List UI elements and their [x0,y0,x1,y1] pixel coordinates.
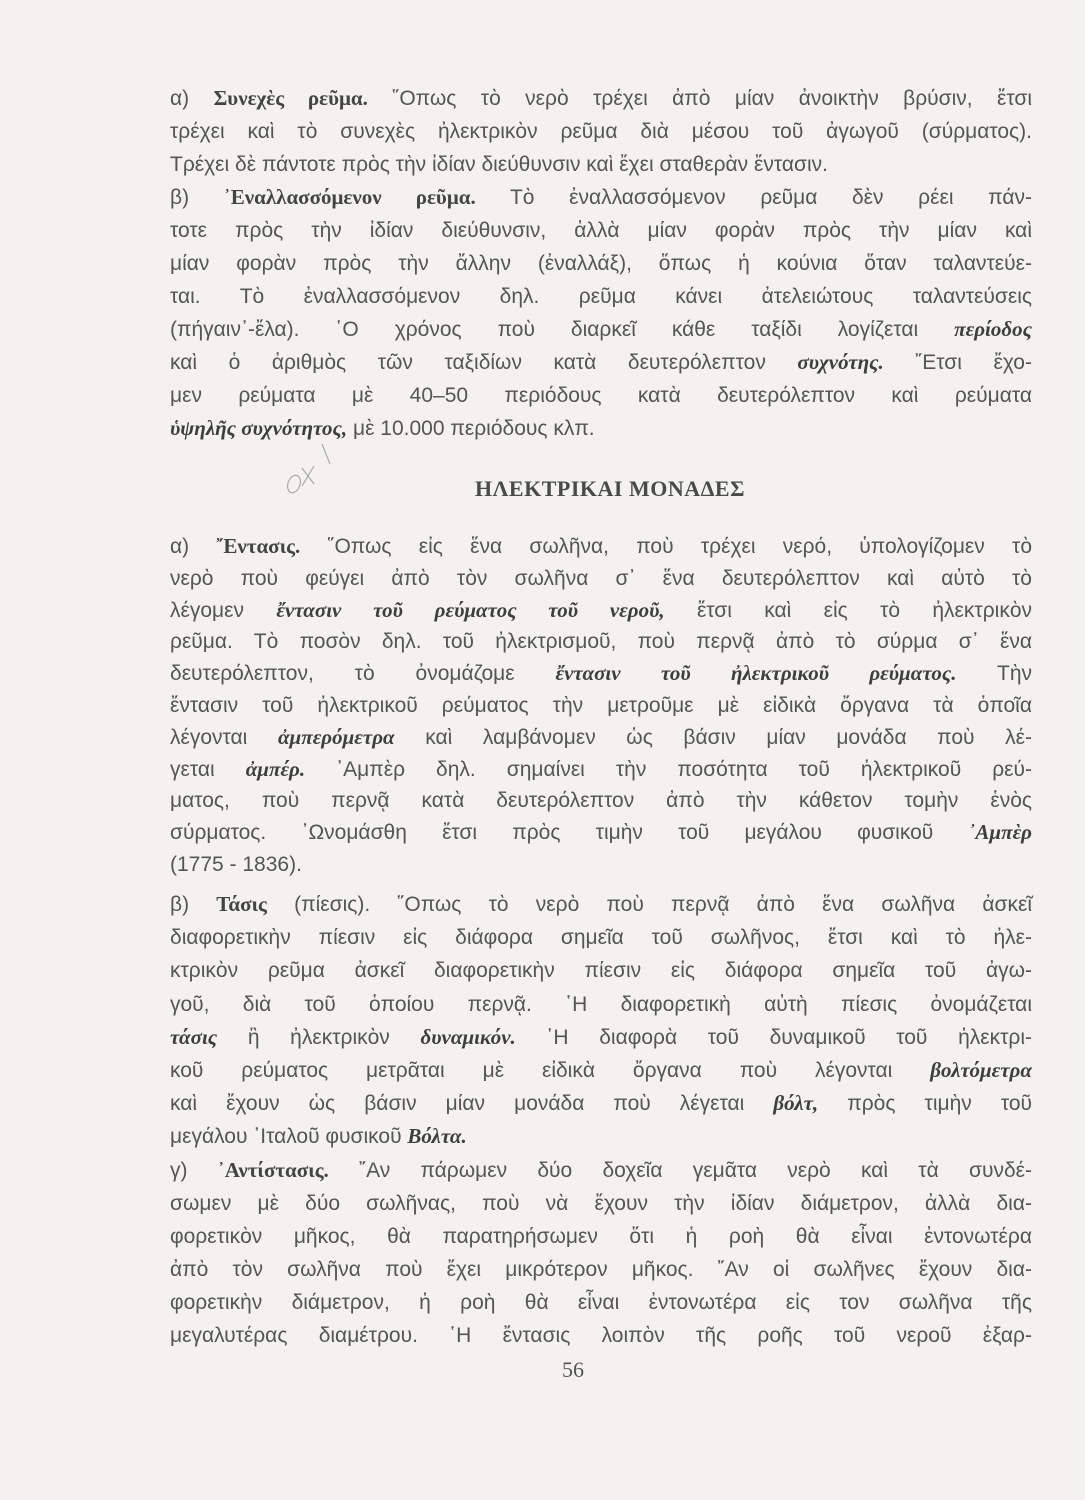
text-line [170,954,1032,987]
text-segment: (1775 - 1836). [170,852,302,876]
emphasized-term: βολτόμετρα [930,1057,1032,1082]
text-line [170,115,1032,148]
text-segment: γεται [170,757,246,781]
paragraph-current-intensity [170,531,1032,881]
emphasized-term: Βόλτα. [407,1124,467,1149]
text-line [170,531,1032,563]
text-segment: καὶ ἔχουν ὡς βάσιν μίαν μονάδα ποὺ λέγεται [170,1092,774,1116]
text-segment: Τὴν [956,662,1032,686]
text-line [170,346,1032,379]
text-segment: διαφορετικὴν πίεσιν εἰς διάφορα σημεῖα τοῦ σωλῆνος, ἔτσι καὶ τὸ ἠλε- [170,926,1032,950]
text-segment: γοῦ, διὰ τοῦ ὁποίου περνᾷ. ῾Η διαφορετικὴ αὐτὴ πίεσις ὀνομάζεται [170,992,1032,1016]
text-line [170,1021,1032,1054]
text-segment: ῎Ετσι ἔχο- [883,351,1032,374]
text-line [170,181,1032,214]
emphasized-term: ἀμπερόμετρα [277,724,395,749]
text-segment: μίαν φορὰν πρὸς τὴν ἄλλην (ἐναλλάξ), ὅπως ἡ κούνια ὅταν ταλαντεύε- [170,252,1032,275]
emphasized-term: ῎Εντασις. [216,534,301,558]
text-line [170,658,1032,690]
emphasized-term: ἔντασιν τοῦ ἠλεκτρικοῦ ρεύματος. [555,661,957,686]
text-line [170,1187,1032,1220]
emphasized-term: ὑψηλῆς συχνότητος, [170,416,348,440]
text-line [170,1286,1032,1319]
emphasized-term: περίοδος [954,317,1032,341]
text-segment: β) [170,893,217,916]
text-segment: κοῦ ρεύματος μετρᾶται μὲ εἰδικὰ ὄργανα ποὺ λέγονται [170,1058,931,1082]
text-line [170,1054,1032,1087]
text-segment: μεν ρεύματα μὲ 40–50 περιόδους κατὰ δευτερόλεπτον καὶ ρεύματα [170,384,1032,407]
text-line [170,626,1032,658]
text-segment: σωμεν μὲ δύο σωλῆνας, ποὺ νὰ ἔχουν τὴν ἰδίαν διάμετρον, ἀλλὰ δια- [170,1191,1032,1215]
text-segment: ᾿Αμπὲρ δηλ. σημαίνει τὴν ποσότητα τοῦ ἠλεκτρικοῦ ρεύ- [305,757,1032,781]
text-segment: ρεῦμα. Τὸ ποσὸν δηλ. τοῦ ἠλεκτρισμοῦ, ποὺ περνᾷ ἀπὸ τὸ σύρμα σ᾿ ἕνα [170,630,1032,654]
text-segment: ῎Αν πάρωμεν δύο δοχεῖα γεμᾶτα νερὸ καὶ τὰ συνδέ- [328,1158,1032,1182]
text-segment: Τρέχει δὲ πάντοτε πρὸς τὴν ἰδίαν διεύθυνσιν καὶ ἔχει σταθερὰν ἔντασιν. [170,153,828,176]
text-segment: β) [170,186,224,209]
text-line [170,690,1032,722]
text-line [170,754,1032,786]
text-segment: ῞Οπως εἰς ἕνα σωλῆνα, ποὺ τρέχει νερό, ὑπολογίζομεν τὸ [300,535,1033,558]
page-number: 56 [562,1357,584,1382]
emphasized-term: δυναμικόν. [420,1024,516,1049]
text-segment: λέγομεν [170,598,277,622]
text-segment: ἔντασιν τοῦ ἠλεκτρικοῦ ρεύματος τὴν μετροῦμε μὲ εἰδικὰ ὄργανα τὰ ὁποῖα [170,693,1032,717]
text-segment: μεγάλου ᾿Ιταλοῦ φυσικοῦ [170,1125,408,1149]
section-heading: ΗΛΕΚΤΡΙΚΑΙ ΜΟΝΑΔΕΣ [475,476,745,501]
text-segment: νερὸ ποὺ φεύγει ἀπὸ τὸν σωλῆνα σ᾿ ἕνα δευτερόλεπτον καὶ αὐτὸ τὸ [170,566,1032,590]
text-segment: ῞Οπως τὸ νερὸ τρέχει ἀπὸ μίαν ἀνοικτὴν βρύσιν, ἔτσι [367,87,1032,110]
text-line [170,785,1032,817]
text-segment: ματος, ποὺ περνᾷ κατὰ δευτερόλεπτον ἀπὸ τὴν κάθετον τομὴν ἑνὸς [170,789,1032,813]
text-segment: ἢ ἠλεκτρικὸν [217,1025,421,1049]
text-line [170,1253,1032,1286]
text-line [170,988,1032,1021]
text-segment: δευτερόλεπτον, τὸ ὀνομάζομε [170,662,556,686]
text-line [170,1120,1032,1153]
text-line [170,563,1032,595]
text-line [170,148,1032,181]
text-line [170,247,1032,280]
emphasized-term: ᾿Εναλλασσόμενον ρεῦμα. [223,185,476,209]
text-line [170,722,1032,754]
text-line [170,1220,1032,1253]
emphasized-term: ᾿Αντίστασις. [217,1157,329,1182]
emphasized-term: Συνεχὲς ρεῦμα. [213,86,368,110]
text-segment: τρέχει καὶ τὸ συνεχὲς ἠλεκτρικὸν ρεῦμα διὰ μέσου τοῦ ἀγωγοῦ (σύρματος). [170,120,1032,143]
text-segment: τοτε πρὸς τὴν ἰδίαν διεύθυνσιν, ἀλλὰ μίαν φορὰν πρὸς τὴν μίαν καὶ [170,219,1032,242]
text-segment: γ) [170,1158,218,1182]
text-segment: Τὸ ἐναλλασσόμενον ρεῦμα δὲν ρέει πάν- [475,186,1032,209]
emphasized-term: Τάσις [216,892,267,916]
text-line [170,921,1032,954]
text-segment: μὲ 10.000 περιόδους κλπ. [347,417,595,440]
text-segment: λέγονται [170,725,278,749]
emphasized-term: τάσις [170,1024,218,1049]
text-segment: φορετικὸν μῆκος, θὰ παρατηρήσωμεν ὅτι ἡ ροὴ θὰ εἶναι ἐντονωτέρα [170,1224,1032,1248]
text-segment: καὶ λαμβάνομεν ὡς βάσιν μίαν μονάδα ποὺ λέ- [394,725,1032,749]
text-line [170,849,1032,881]
emphasized-term: ἀμπέρ. [245,756,306,781]
text-segment: κτρικὸν ρεῦμα ἀσκεῖ διαφορετικὴν πίεσιν εἰς διάφορα σημεῖα τοῦ ἀγω- [170,959,1032,983]
emphasized-term: ἔντασιν τοῦ ρεύματος τοῦ νεροῦ, [276,597,665,622]
text-segment: ῾Η διαφορὰ τοῦ δυναμικοῦ τοῦ ἠλεκτρι- [515,1025,1033,1049]
text-segment: καὶ ὁ ἀριθμὸς τῶν ταξιδίων κατὰ δευτερόλεπτον [170,351,798,374]
text-segment: ἀπὸ τὸν σωλῆνα ποὺ ἔχει μικρότερον μῆκος. ῎Αν οἱ σωλῆνες ἔχουν δια- [170,1258,1032,1282]
text-line [170,1087,1032,1120]
text-line [170,888,1032,921]
text-segment: (πήγαιν᾿-ἔλα). ῾Ο χρόνος ποὺ διαρκεῖ κάθε ταξίδι λογίζεται [170,318,955,341]
text-line [170,313,1032,346]
emphasized-term: ᾿Αμπὲρ [968,820,1032,845]
text-segment: πρὸς τιμὴν τοῦ [818,1092,1032,1116]
text-segment: α) [170,535,217,558]
text-line [170,1154,1032,1187]
paragraph-voltage-resistance [170,888,1032,1353]
text-line [170,1319,1032,1352]
text-line [170,82,1032,115]
text-segment: σύρματος. ᾿Ωνομάσθη ἔτσι πρὸς τιμὴν τοῦ μεγάλου φυσικοῦ [170,821,969,845]
text-segment: μεγαλυτέρας διαμέτρου. ῾Η ἔντασις λοιπὸν τῆς ροῆς τοῦ νεροῦ ἐξαρ- [170,1324,1032,1348]
text-segment: φορετικὴν διάμετρον, ἡ ροὴ θὰ εἶναι ἐντονωτέρα εἰς τον σωλῆνα τῆς [170,1291,1032,1315]
text-line [170,595,1032,627]
text-line [170,214,1032,247]
text-segment: α) [170,87,214,110]
text-segment: ἔτσι καὶ εἰς τὸ ἠλεκτρικὸν [664,598,1032,622]
emphasized-term: βόλτ, [773,1091,819,1116]
text-line [170,817,1032,849]
text-line [170,280,1032,313]
paragraph-current-types [170,82,1032,445]
emphasized-term: συχνότης. [797,350,884,374]
text-line [170,379,1032,412]
text-segment: ται. Τὸ ἐναλλασσόμενον δηλ. ρεῦμα κάνει ἀτελειώτους ταλαντεύσεις [170,285,1032,308]
text-segment: (πίεσις). ῞Οπως τὸ νερὸ ποὺ περνᾷ ἀπὸ ἕνα σωλῆνα ἀσκεῖ [266,893,1032,916]
